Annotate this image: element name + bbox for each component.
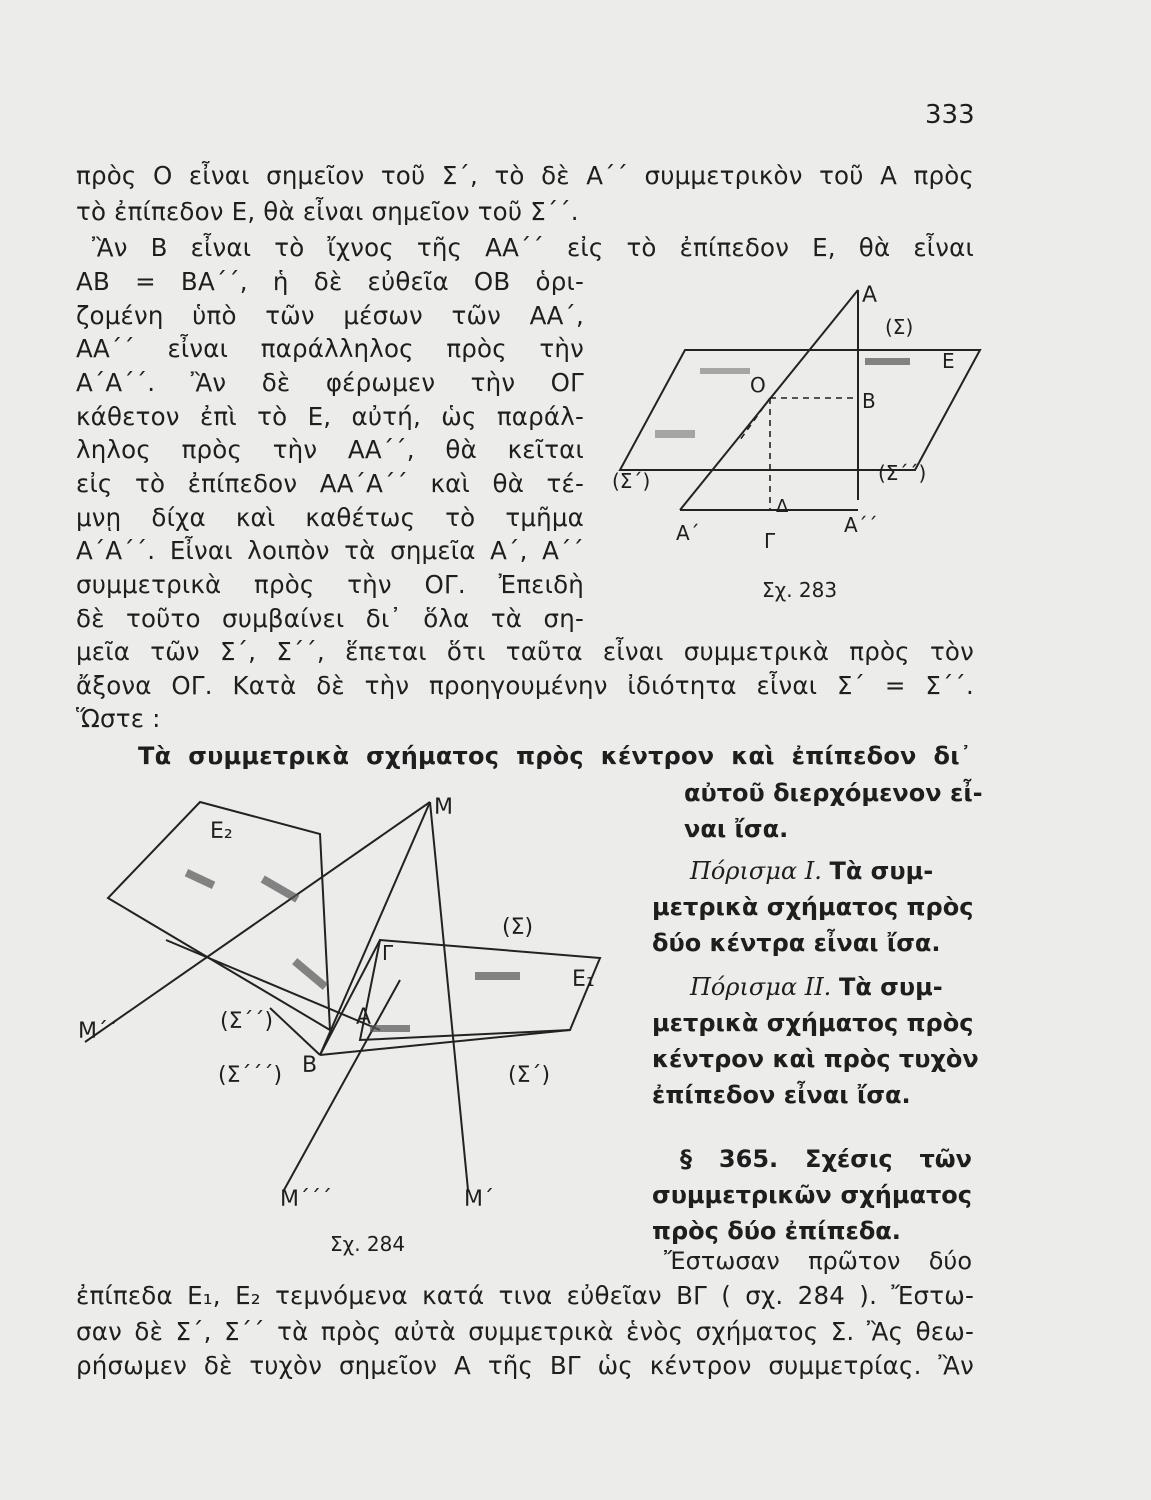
text-line: ληλος πρὸς τὴν ΑΑ΄΄, θὰ κεῖται [76,435,584,464]
shading [655,430,695,438]
section-heading: πρὸς δύο ἐπίπεδα. [652,1217,901,1245]
theorem-line: Τὰ συμμετρικὰ σχήματος πρὸς κέντρον καὶ ἐπίπεδον δι᾽ [138,742,972,770]
line-m-m1 [430,802,468,1190]
shading [475,972,520,980]
page-number: 333 [925,100,975,130]
text-line: σαν δὲ Σ΄, Σ΄΄ τὰ πρὸς αὐτὰ συμμετρικὰ ἑνὸς σχήματος Σ. Ἂς θεω- [76,1317,974,1346]
text-line: κάθετον ἐπὶ τὸ Ε, αὐτή, ὡς παράλ- [76,402,584,431]
shading [261,876,300,903]
porism-1-text: μετρικὰ σχήματος πρὸς [652,893,974,921]
label-sigma: (Σ) [885,315,914,339]
label-a: Α [356,1005,372,1030]
porism-1-text: δύο κέντρα εἶναι ἴσα. [652,929,941,957]
label-m3: Μ΄΄΄ [280,1187,332,1210]
label-e1: Ε₁ [572,967,595,992]
label-o: Ο [750,373,766,397]
text-line: δὲ τοῦτο συμβαίνει δι᾽ ὅλα τὰ ση- [76,604,584,633]
text-line: ΑΑ΄΄ εἶναι παράλληλος πρὸς τὴν [76,334,584,363]
label-e2: Ε₂ [210,819,233,844]
figure-283 [590,280,990,610]
text-line: ΑΒ = ΒΑ΄΄, ἡ δὲ εὐθεῖα ΟΒ ὁρι- [76,267,584,296]
label-sigma-2: (Σ΄΄) [878,461,927,485]
figure-283-caption: Σχ. 283 [762,578,838,602]
line-b-e1 [320,1030,570,1055]
label-gamma: Γ [764,529,776,553]
label-sigma-1: (Σ΄) [508,1063,551,1088]
label-a1: Α΄ [676,521,700,545]
label-m1: Μ΄ [464,1187,494,1210]
label-delta: Δ [776,496,789,517]
text-line: μεῖα τῶν Σ΄, Σ΄΄, ἕπεται ὅτι ταῦτα εἶναι συμμετρικὰ πρὸς τὸν [76,637,974,666]
shading [865,358,910,365]
label-sigma-1: (Σ΄) [612,469,651,493]
text-line: Ὥστε : [76,704,161,733]
label-gamma: Γ [382,941,394,965]
text-line: ἄξονα ΟΓ. Κατὰ δὲ τὴν προηγουμένην ἰδιότητα εἶναι Σ΄ = Σ΄΄. [76,671,974,700]
text-line: συμμετρικὰ πρὸς τὴν ΟΓ. Ἐπειδὴ [76,570,584,599]
text-line: πρὸς Ο εἶναι σημεῖον τοῦ Σ΄, τὸ δὲ Α΄΄ συμμετρικὸν τοῦ Α πρὸς [76,161,974,190]
label-a2: Α΄΄ [844,513,878,537]
theorem-line: αὐτοῦ διερχόμενον εἶ- [684,779,983,807]
porism-2-text: ἐπίπεδον εἶναι ἴσα. [652,1081,911,1109]
shading [292,958,328,990]
text-line: Α΄Α΄΄. Ἂν δὲ φέρωμεν τὴν ΟΓ [76,368,584,397]
shading [185,869,216,889]
label-a: Α [862,283,878,308]
figure-284-caption: Σχ. 284 [330,1232,406,1256]
text-line: ἐπίπεδα Ε₁, Ε₂ τεμνόμενα κατά τινα εὐθεῖαν ΒΓ ( σχ. 284 ). Ἔστω- [76,1281,974,1310]
label-b: Β [302,1053,318,1078]
label-sigma-3: (Σ΄΄΄) [218,1063,283,1088]
text-line: Α΄Α΄΄. Εἶναι λοιπὸν τὰ σημεῖα Α΄, Α΄΄ [76,536,584,565]
section-text: Ἔστωσαν πρῶτον δύο [664,1247,972,1275]
label-sigma-2: (Σ΄΄) [220,1009,274,1034]
plane-e [620,350,980,470]
label-e: Ε [942,349,955,373]
text-line: μνῃ δίχα καὶ καθέτως τὸ τμῆμα [76,503,584,532]
shading [700,368,750,374]
porism-2-text: μετρικὰ σχήματος πρὸς [652,1009,974,1037]
figure-284 [70,790,630,1210]
porism-2-heading [690,968,972,1006]
shading [370,1025,410,1032]
section-heading: συμμετρικῶν σχήματος [652,1181,972,1209]
porism-2-label: Πόρισμα ΙΙ. [690,973,832,1001]
text-line: ζομένη ὑπὸ τῶν μέσων τῶν ΑΑ΄, [76,301,584,330]
text-line: τὸ ἐπίπεδον Ε, θὰ εἶναι σημεῖον τοῦ Σ΄΄. [76,197,579,226]
line-b-a2 [270,1008,320,1055]
text-line: ρήσωμεν δὲ τυχὸν σημεῖον Α τῆς ΒΓ ὡς κέντρον συμμετρίας. Ἂν [76,1351,974,1380]
section-heading: § 365. Σχέσις τῶν [680,1145,972,1173]
label-b: Β [862,389,876,413]
porism-1-heading [690,852,972,890]
theorem-line: ναι ἴσα. [684,815,789,843]
porism-1-label: Πόρισμα Ι. [690,857,822,885]
label-sigma: (Σ) [502,915,534,940]
text-line: εἰς τὸ ἐπίπεδον ΑΑ΄Α΄΄ καὶ θὰ τέ- [76,469,584,498]
porism-2-text: κέντρον καὶ πρὸς τυχὸν [652,1045,979,1073]
porism-1-text: Τὰ συμ- [829,857,934,885]
label-m2: Μ΄΄ [78,1019,119,1044]
text-line: Ἂν Β εἶναι τὸ ἴχνος τῆς ΑΑ΄΄ εἰς τὸ ἐπίπεδον Ε, θὰ εἶναι [92,233,974,262]
label-m: Μ [434,795,453,820]
porism-2-text: Τὰ συμ- [838,973,943,1001]
